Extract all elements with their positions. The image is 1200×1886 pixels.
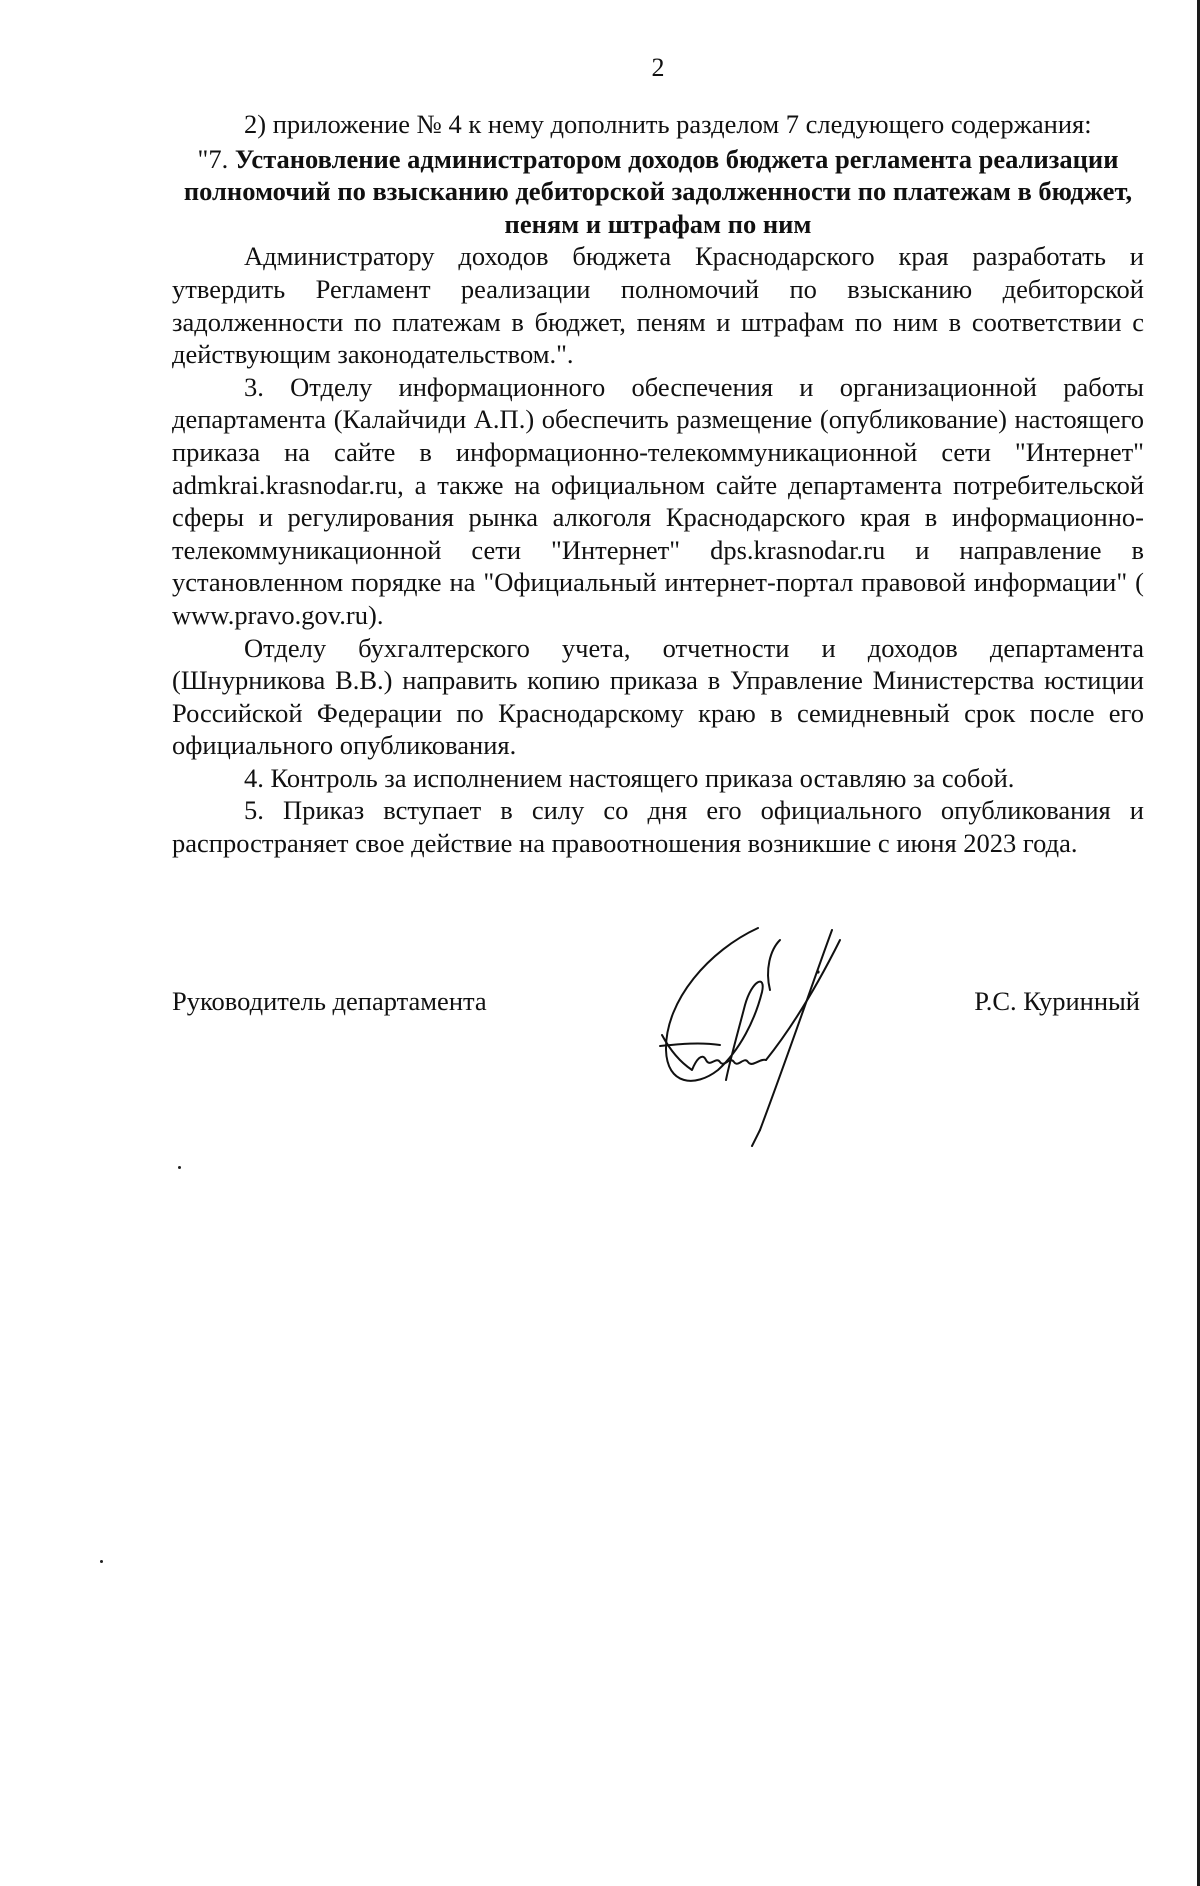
section-7-heading-text: Установление администратором доходов бюджета регламента реализации полномочий по взысканию дебиторской задолженности по платежам в бюджет, пеням и штрафам по ним <box>183 143 1133 239</box>
paragraph-item-3: 3. Отделу информационного обеспечения и организационной работы департамента (Калайчиди А.П.) обеспечить размещение (опубликование) настоящего приказа на сайте в информационно-телекоммуникационной сети "Интернет" admkrai.krasnodar.ru, а также на официальном сайте департамента потребительской сферы и регулирования рынка алкоголя Краснодарского края в информационно-телекоммуникационной сети "Интернет" dps.krasnodar.ru и направление в установленном порядке на "Официальный интернет-портал правовой информации" ( www.pravo.gov.ru). <box>172 371 1144 630</box>
signer-position: Руководитель департамента <box>172 986 487 1016</box>
paragraph-item-5: 5. Приказ вступает в силу со дня его официального опубликования и распространяет свое действие на правоотношения возникшие с июня 2023 года. <box>172 795 1144 859</box>
scan-speck <box>100 1560 103 1563</box>
scan-speck <box>178 1166 181 1169</box>
paragraph-section-7-body: Администратору доходов бюджета Краснодарского края разработать и утвердить Регламент реализации полномочий по взысканию дебиторской задолженности по платежам в бюджет, пеням и штрафам по ним в соответствии с действующим законодательством.". <box>172 241 1144 370</box>
paragraph-item-4: 4. Контроль за исполнением настоящего приказа оставляю за собой. <box>244 762 1015 793</box>
section-7-heading-number: "7. <box>197 143 229 174</box>
document-body <box>172 108 1144 860</box>
handwritten-signature <box>640 910 880 1150</box>
paragraph-accounting-dept: Отделу бухгалтерского учета, отчетности и доходов департамента (Шнурникова В.В.) направить копию приказа в Управление Министерства юстиции Российской Федерации по Краснодарскому краю в семидневный срок после его официального опубликования. <box>172 632 1144 761</box>
section-7-heading <box>172 143 1144 241</box>
paragraph-appendix-amendment: 2) приложение № 4 к нему дополнить разделом 7 следующего содержания: <box>244 109 1092 139</box>
signer-name: Р.С. Куринный <box>974 986 1140 1016</box>
page-number: 2 <box>651 53 665 82</box>
